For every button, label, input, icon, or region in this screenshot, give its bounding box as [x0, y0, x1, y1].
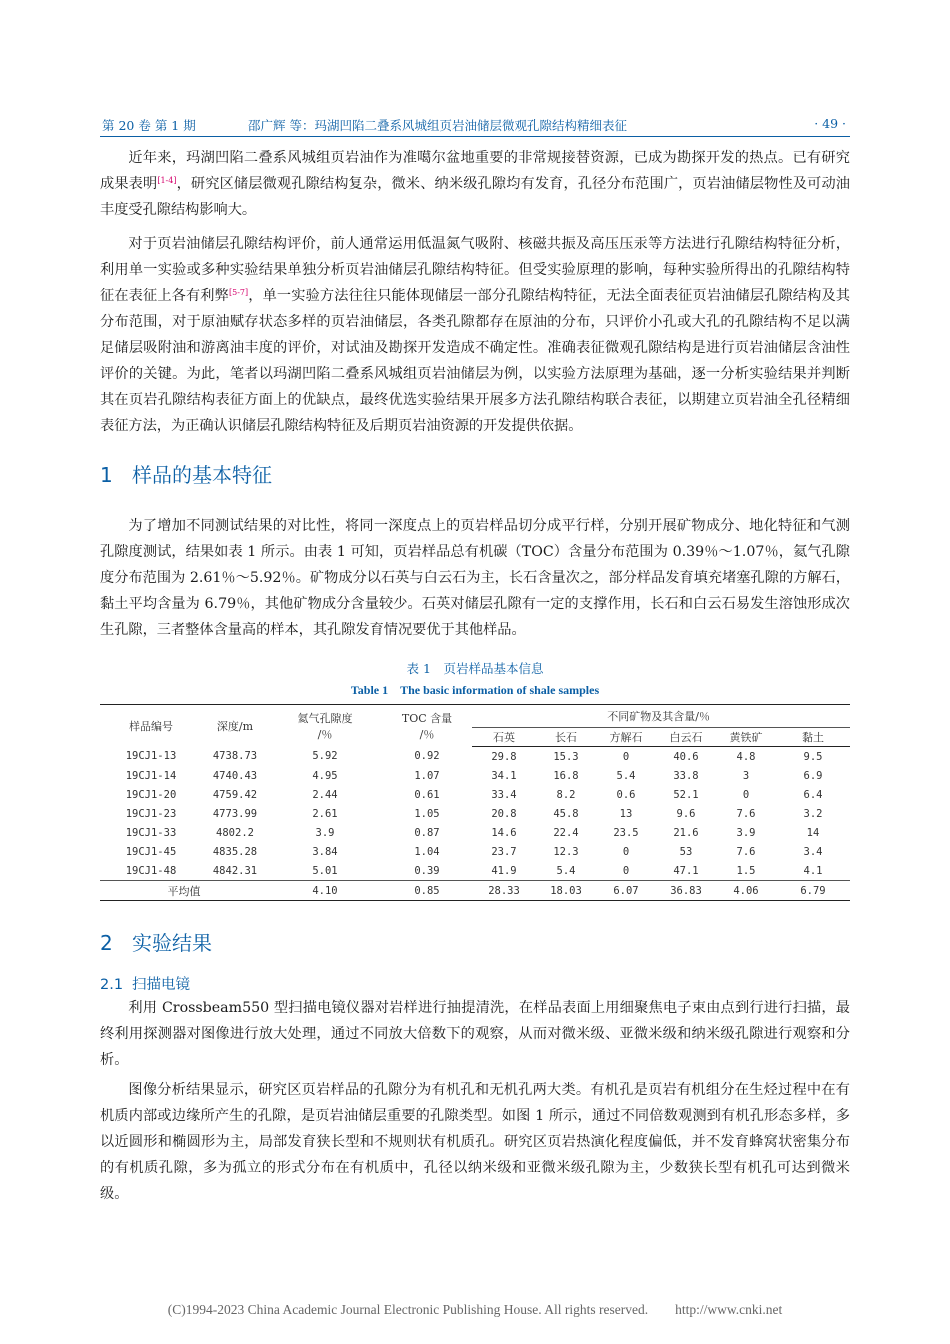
cell-pyrite: 3.9 — [736, 826, 756, 839]
section2-paragraph-1: 利用 Crossbeam550 型扫描电镜仪器对岩样进行抽提清洗，在样品表面上用细聚焦电子束由点到行进行扫描，最终利用探测器对图像进行放大处理，通过不同放大倍数下的观察，从而对微米级、亚微米级和纳米级孔隙进行观察和分析。 — [100, 1000, 850, 1068]
section2-paragraph-2: 图像分析结果显示，研究区页岩样品的孔隙分为有机孔和无机孔两大类。有机孔是页岩有机组分在生烃过程中在有机质内部或边缘所产生的孔隙，是页岩油储层重要的孔隙类型。如图 1 所示，通过不同倍数观测到有机孔形态多样，多以近圆形和椭圆形为主，局部发育狭长型和不规则状有机质孔。研究区页岩热演化程度偏低，并不发育蜂窝状密集分布的有机质孔隙，多为孤立的形式分布在有机质中，孔径以纳米级和亚微米级孔隙为主，少数狭长型有机孔可达到微米级。 — [100, 1082, 850, 1202]
cell-dolomite: 52.1 — [673, 788, 699, 801]
cell-depth: 4835.28 — [212, 845, 258, 858]
col-header-feldspar: 长石 — [536, 728, 596, 747]
col-header-depth: 深度/m — [202, 705, 268, 747]
cell-porosity: 5.92 — [312, 750, 338, 763]
cell-id: 19CJ1-23 — [125, 807, 177, 820]
cell-clay: 4.1 — [803, 864, 823, 877]
cell-clay: 3.2 — [803, 807, 823, 820]
cell-quartz: 29.8 — [491, 750, 517, 763]
cell-toc: 1.07 — [414, 769, 440, 782]
col-header-dolomite: 白云石 — [656, 728, 716, 747]
col-header-calcite: 方解石 — [596, 728, 656, 747]
table-row — [100, 823, 850, 842]
cell-depth: 4740.43 — [212, 769, 258, 782]
cell-toc: 0.92 — [414, 750, 440, 763]
running-header — [100, 116, 850, 137]
cell-feldspar: 45.8 — [553, 807, 579, 820]
cell-pyrite: 7.6 — [736, 807, 756, 820]
col-header-clay: 黏土 — [776, 728, 850, 747]
cell-pyrite: 1.5 — [736, 864, 756, 877]
section-heading-2: 2 实验结果 — [100, 931, 212, 955]
cell-clay: 3.4 — [803, 845, 823, 858]
cell-quartz: 34.1 — [491, 769, 517, 782]
cell-feldspar: 5.4 — [556, 864, 576, 877]
cell-quartz: 14.6 — [491, 826, 517, 839]
intro-paragraph-1: 近年来，玛湖凹陷二叠系风城组页岩油作为准噶尔盆地重要的非常规接替资源，已成为勘探开发的热点。已有研究成果表明[1-4]，研究区储层微观孔隙结构复杂，微米、纳米级孔隙均有发育，孔径分布范围广，页岩油储层物性及可动油丰度受孔隙结构影响大。 — [100, 150, 850, 218]
cell-id: 19CJ1-45 — [125, 845, 177, 858]
col-header-id: 样品编号 — [100, 705, 202, 747]
avg-label: 平均值 — [100, 881, 268, 901]
col-header-porosity: 氦气孔隙度 /％ — [268, 705, 382, 747]
table-row — [100, 842, 850, 861]
cell-id: 19CJ1-20 — [125, 788, 177, 801]
table-row — [100, 766, 850, 785]
cell-calcite: 5.4 — [616, 769, 636, 782]
section1-paragraph: 为了增加不同测试结果的对比性，将同一深度点上的页岩样品切分成平行样，分别开展矿物成分、地化特征和气测孔隙度测试，结果如表 1 所示。由表 1 可知，页岩样品总有机碳（TOC）含量分布范围为 0.39％～1.07％，氦气孔隙度分布范围为 2.61％～5.92％。矿物成分以石英与白云石为主，长石含量次之，部分样品发育填充堵塞孔隙的方解石，黏土平均含量为 6.79％，其他矿物成分含量较少。石英对储层孔隙有一定的支撑作用，长石和白云石易发生溶蚀形成次生孔隙，三者整体含量高的样本，其孔隙发育情况要优于其他样品。 — [100, 518, 850, 638]
cell-pyrite: 4.8 — [736, 750, 756, 763]
cell-feldspar: 22.4 — [553, 826, 579, 839]
cell-pyrite: 0 — [742, 788, 750, 801]
cell-calcite: 23.5 — [613, 826, 639, 839]
cell-feldspar: 16.8 — [553, 769, 579, 782]
cell-calcite: 13 — [619, 807, 633, 820]
cell-porosity: 3.9 — [315, 826, 335, 839]
cell-quartz: 33.4 — [491, 788, 517, 801]
cell-depth: 4773.99 — [212, 807, 258, 820]
cell-id: 19CJ1-33 — [125, 826, 177, 839]
cell-porosity: 3.84 — [312, 845, 338, 858]
table-row — [100, 861, 850, 881]
subsection-heading-2-1: 2.1 扫描电镜 — [100, 977, 190, 993]
table-body — [100, 747, 850, 901]
table-caption-en: Table 1 The basic information of shale samples — [350, 683, 600, 697]
cell-toc: 0.61 — [414, 788, 440, 801]
cell-calcite: 0.6 — [616, 788, 636, 801]
table-row — [100, 785, 850, 804]
citation-ref[interactable]: [1-4] — [157, 176, 177, 185]
cell-depth: 4738.73 — [212, 750, 258, 763]
cell-id: 19CJ1-48 — [125, 864, 177, 877]
cell-feldspar: 8.2 — [556, 788, 576, 801]
cell-dolomite: 47.1 — [673, 864, 699, 877]
cell-clay: 9.5 — [803, 750, 823, 763]
citation-ref[interactable]: [5-7] — [228, 288, 249, 297]
cell-porosity: 4.95 — [312, 769, 338, 782]
cell-toc: 0.39 — [414, 864, 440, 877]
cell-depth: 4842.31 — [212, 864, 258, 877]
cell-calcite: 0 — [622, 845, 630, 858]
page-number: · 49 · — [814, 116, 846, 131]
cell-porosity: 2.61 — [312, 807, 338, 820]
table-caption-cn: 表 1 页岩样品基本信息 — [406, 661, 544, 676]
cell-id: 19CJ1-14 — [125, 769, 177, 782]
cell-toc: 1.05 — [414, 807, 440, 820]
col-header-pyrite: 黄铁矿 — [716, 728, 776, 747]
cell-depth: 4759.42 — [212, 788, 258, 801]
cell-quartz: 20.8 — [491, 807, 517, 820]
shale-sample-table — [100, 704, 850, 901]
cell-toc: 0.87 — [414, 826, 440, 839]
cell-dolomite: 9.6 — [676, 807, 696, 820]
cell-depth: 4802.2 — [216, 826, 254, 839]
cell-clay: 14 — [806, 826, 820, 839]
table-row-average: 平均值 4.10 0.85 28.33 18.03 6.07 36.83 4.06 6.79 — [100, 881, 850, 901]
cell-feldspar: 15.3 — [553, 750, 579, 763]
col-header-quartz: 石英 — [472, 728, 536, 747]
cell-dolomite: 33.8 — [673, 769, 699, 782]
col-header-minerals: 不同矿物及其含量/％ — [472, 705, 850, 728]
cell-clay: 6.9 — [803, 769, 823, 782]
cell-dolomite: 21.6 — [673, 826, 699, 839]
cell-dolomite: 53 — [679, 845, 693, 858]
cell-toc: 1.04 — [414, 845, 440, 858]
cell-clay: 6.4 — [803, 788, 823, 801]
article-body — [100, 145, 850, 1207]
running-title: 邵广辉 等：玛湖凹陷二叠系风城组页岩油储层微观孔隙结构精细表征 — [248, 118, 627, 133]
col-header-toc: TOC 含量 /％ — [382, 705, 472, 747]
cell-calcite: 0 — [622, 750, 630, 763]
copyright-footer: (C)1994-2023 China Academic Journal Electronic Publishing House. All rights reserved. http://www.cnki.net — [167, 1302, 783, 1317]
cell-dolomite: 40.6 — [673, 750, 699, 763]
cell-porosity: 5.01 — [312, 864, 338, 877]
cell-pyrite: 7.6 — [736, 845, 756, 858]
cell-quartz: 41.9 — [491, 864, 517, 877]
cell-id: 19CJ1-13 — [125, 750, 177, 763]
cell-pyrite: 3 — [742, 769, 750, 782]
cell-porosity: 2.44 — [312, 788, 338, 801]
intro-paragraph-2: 对于页岩油储层孔隙结构评价，前人通常运用低温氮气吸附、核磁共振及高压压汞等方法进行孔隙结构特征分析，利用单一实验或多种实验结果单独分析页岩油储层孔隙结构特征。但受实验原理的影响，每种实验所得出的孔隙结构特征在表征上各有利弊[5-7]，单一实验方法往往只能体现储层一部分孔隙结构特征，无法全面表征页岩油储层孔隙结构及其分布范围，对于原油赋存状态多样的页岩油储层，各类孔隙都存在原油的分布，只评价小孔或大孔的孔隙结构不足以满足储层吸附油和游离油丰度的评价，对试油及勘探开发造成不确定性。准确表征微观孔隙结构是进行页岩油储层含油性评价的关键。为此，笔者以玛湖凹陷二叠系风城组页岩油储层为例，以实验方法原理为基础，逐一分析实验结果并判断其在页岩孔隙结构表征方面上的优缺点，最终优选实验结果开展多方法孔隙结构联合表征，以期建立页岩油全孔径精细表征方法，为正确认识储层孔隙结构特征及后期页岩油资源的开发提供依据。 — [100, 236, 850, 434]
journal-volume: 第 20 卷 第 1 期 — [102, 118, 196, 133]
section-heading-1: 1 样品的基本特征 — [100, 463, 272, 487]
cell-quartz: 23.7 — [491, 845, 517, 858]
cell-calcite: 0 — [622, 864, 630, 877]
table-row — [100, 804, 850, 823]
cell-feldspar: 12.3 — [553, 845, 579, 858]
table-row — [100, 747, 850, 767]
